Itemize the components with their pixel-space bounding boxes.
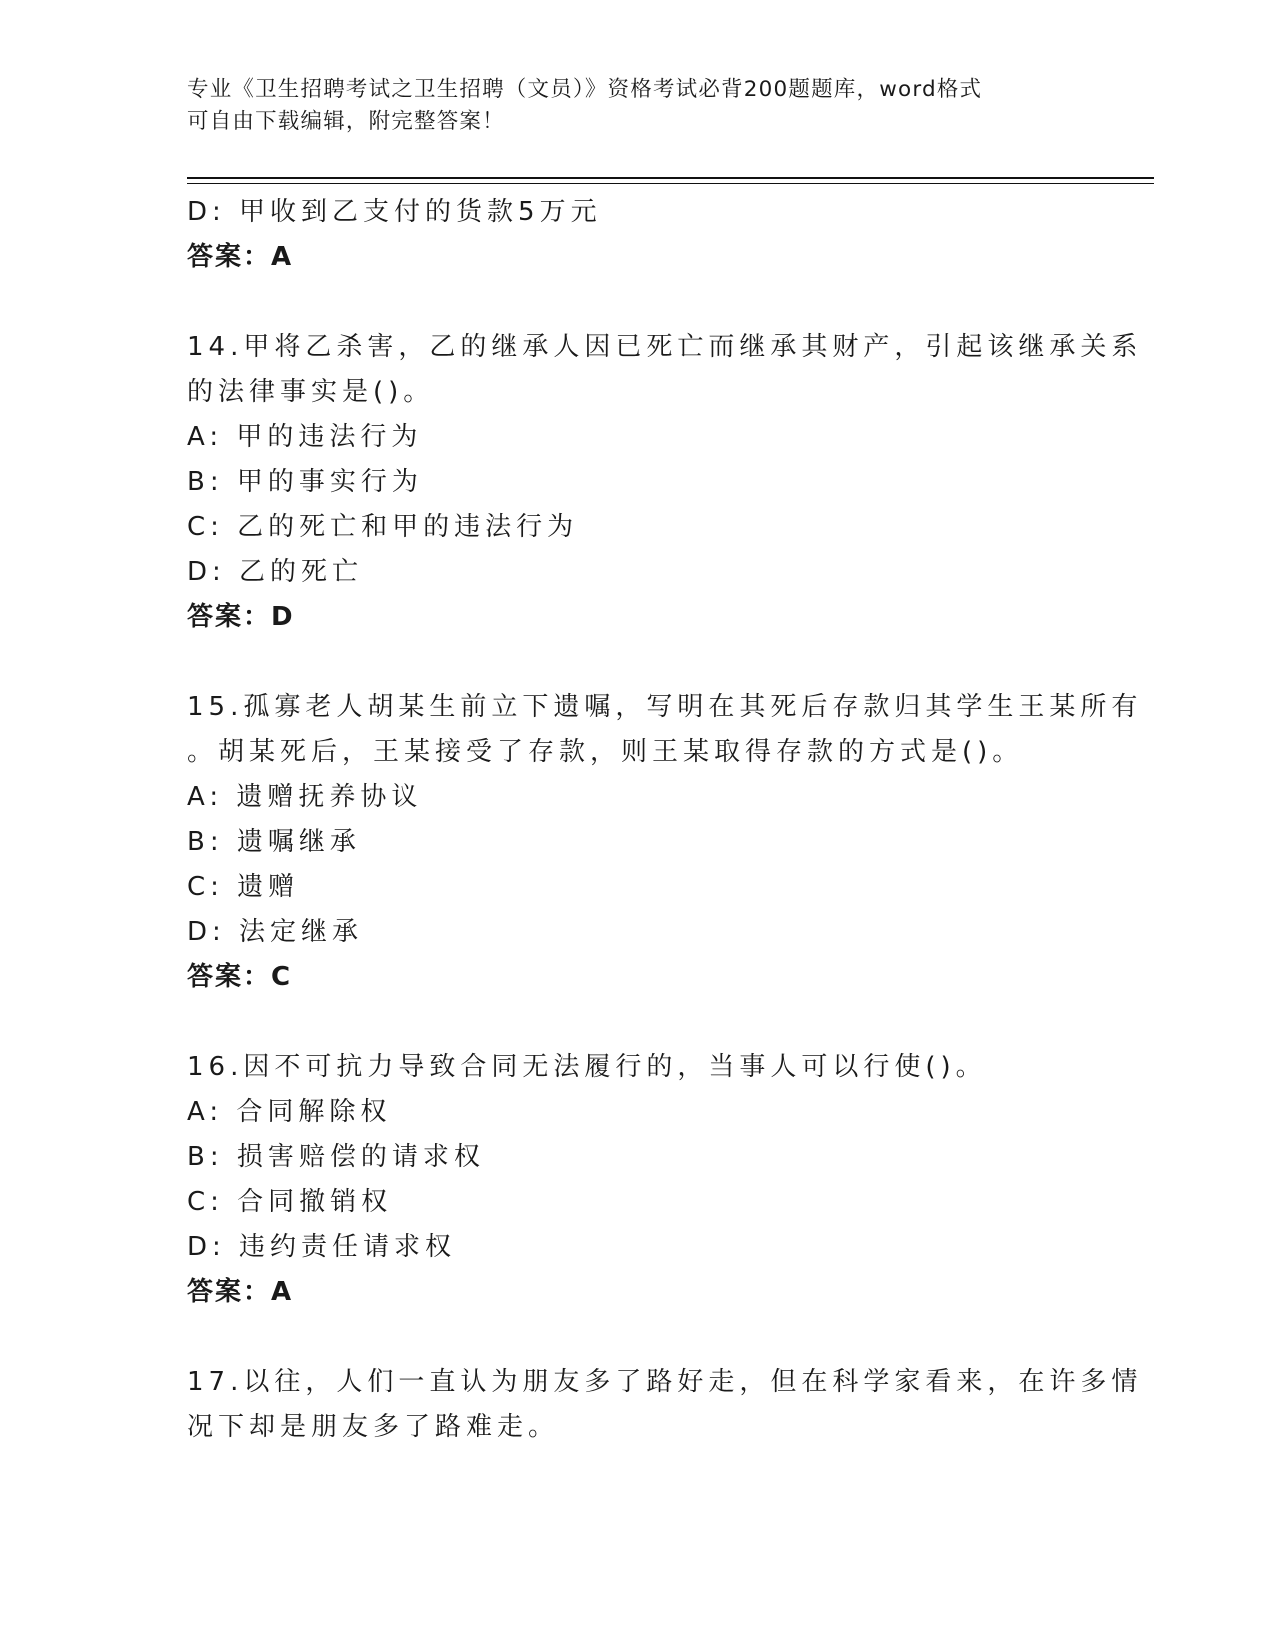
option-d: D: 法定继承 [187, 917, 364, 947]
question-stem-line: 14.甲将乙杀害，乙的继承人因已死亡而继承其财产，引起该继承关系 [187, 332, 1143, 362]
question-stem-line: 17.以往，人们一直认为朋友多了路好走，但在科学家看来，在许多情 [187, 1367, 1143, 1397]
spacer [187, 1315, 1087, 1360]
option-b: B: 遗嘱继承 [187, 827, 361, 857]
option-c: C: 乙的死亡和甲的违法行为 [187, 512, 579, 542]
option-a: A: 合同解除权 [187, 1097, 392, 1127]
question-stem-line: 15.孤寡老人胡某生前立下遗嘱，写明在其死后存款归其学生王某所有 [187, 692, 1143, 722]
question-16 [187, 1045, 1087, 1315]
question-stem-line: 的法律事实是()。 [187, 377, 435, 407]
header-line-1: 专业《卫生招聘考试之卫生招聘（文员）》资格考试必背200题题库，word格式 [187, 77, 983, 102]
question-list [187, 190, 1143, 1450]
previous-question-tail [187, 190, 1087, 280]
question-stem-line: 况下却是朋友多了路难走。 [187, 1412, 560, 1442]
spacer [187, 640, 1087, 685]
option-a: A: 遗赠抚养协议 [187, 782, 423, 812]
option-c: C: 合同撤销权 [187, 1187, 393, 1217]
header-line-2: 可自由下载编辑，附完整答案！ [187, 109, 505, 134]
answer-line: 答案：D [187, 602, 295, 632]
option-b: B: 甲的事实行为 [187, 467, 423, 497]
option-d: D: 违约责任请求权 [187, 1232, 457, 1262]
header-divider-thin [187, 183, 1154, 184]
option-b: B: 损害赔偿的请求权 [187, 1142, 485, 1172]
question-stem-line: 16.因不可抗力导致合同无法履行的，当事人可以行使()。 [187, 1052, 987, 1082]
option-d: D: 甲收到乙支付的货款5万元 [187, 197, 602, 227]
option-c: C: 遗赠 [187, 872, 300, 902]
option-d: D: 乙的死亡 [187, 557, 364, 587]
question-17 [187, 1360, 1143, 1450]
document-header [187, 74, 1067, 138]
spacer [187, 1000, 1087, 1045]
question-14 [187, 325, 1143, 640]
answer-line: 答案：C [187, 962, 293, 992]
answer-line: 答案：A [187, 1277, 294, 1307]
header-divider-thick [187, 177, 1154, 179]
option-a: A: 甲的违法行为 [187, 422, 423, 452]
question-15 [187, 685, 1143, 1000]
answer-line: 答案：A [187, 242, 294, 272]
question-stem-line: 。胡某死后，王某接受了存款，则王某取得存款的方式是()。 [187, 737, 1024, 767]
spacer [187, 280, 1087, 325]
